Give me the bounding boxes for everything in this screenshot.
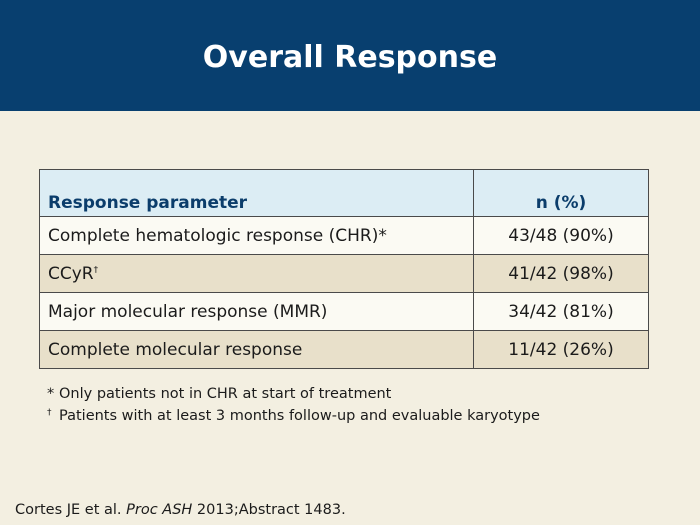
table-row [40,255,649,293]
footnote-mark: * [47,386,55,402]
table-row [40,293,649,331]
row-value: 11/42 (26%) [474,331,649,369]
row-value: 43/48 (90%) [474,217,649,255]
citation-journal: Proc ASH [126,502,193,518]
row-parameter: Complete hematologic response (CHR)* [40,217,474,255]
footnote-text: Only patients not in CHR at start of treatment [59,386,392,402]
dagger-mark: † [93,264,99,275]
table-row [40,217,649,255]
row-value: 41/42 (98%) [474,255,649,293]
citation [15,502,346,518]
row-parameter: Complete molecular response [40,331,474,369]
title-bar [0,0,700,111]
footnote-asterisk [47,386,391,402]
slide-title: Overall Response [202,40,498,75]
header-n-percent: n (%) [474,170,649,217]
row-parameter: CCyR [48,263,94,284]
citation-details: 2013;Abstract 1483. [196,502,346,518]
table-header-row [40,170,649,217]
row-value: 34/42 (81%) [474,293,649,331]
row-parameter-cell [40,255,474,293]
footnote-text: Patients with at least 3 months follow-up and evaluable karyotype [59,408,540,424]
footnote-dagger [47,408,540,424]
table-row [40,331,649,369]
footnote-mark: † [47,408,52,418]
response-table [39,169,649,369]
row-parameter: Major molecular response (MMR) [40,293,474,331]
citation-authors: Cortes JE et al. [15,502,122,518]
header-response-parameter: Response parameter [40,170,474,217]
